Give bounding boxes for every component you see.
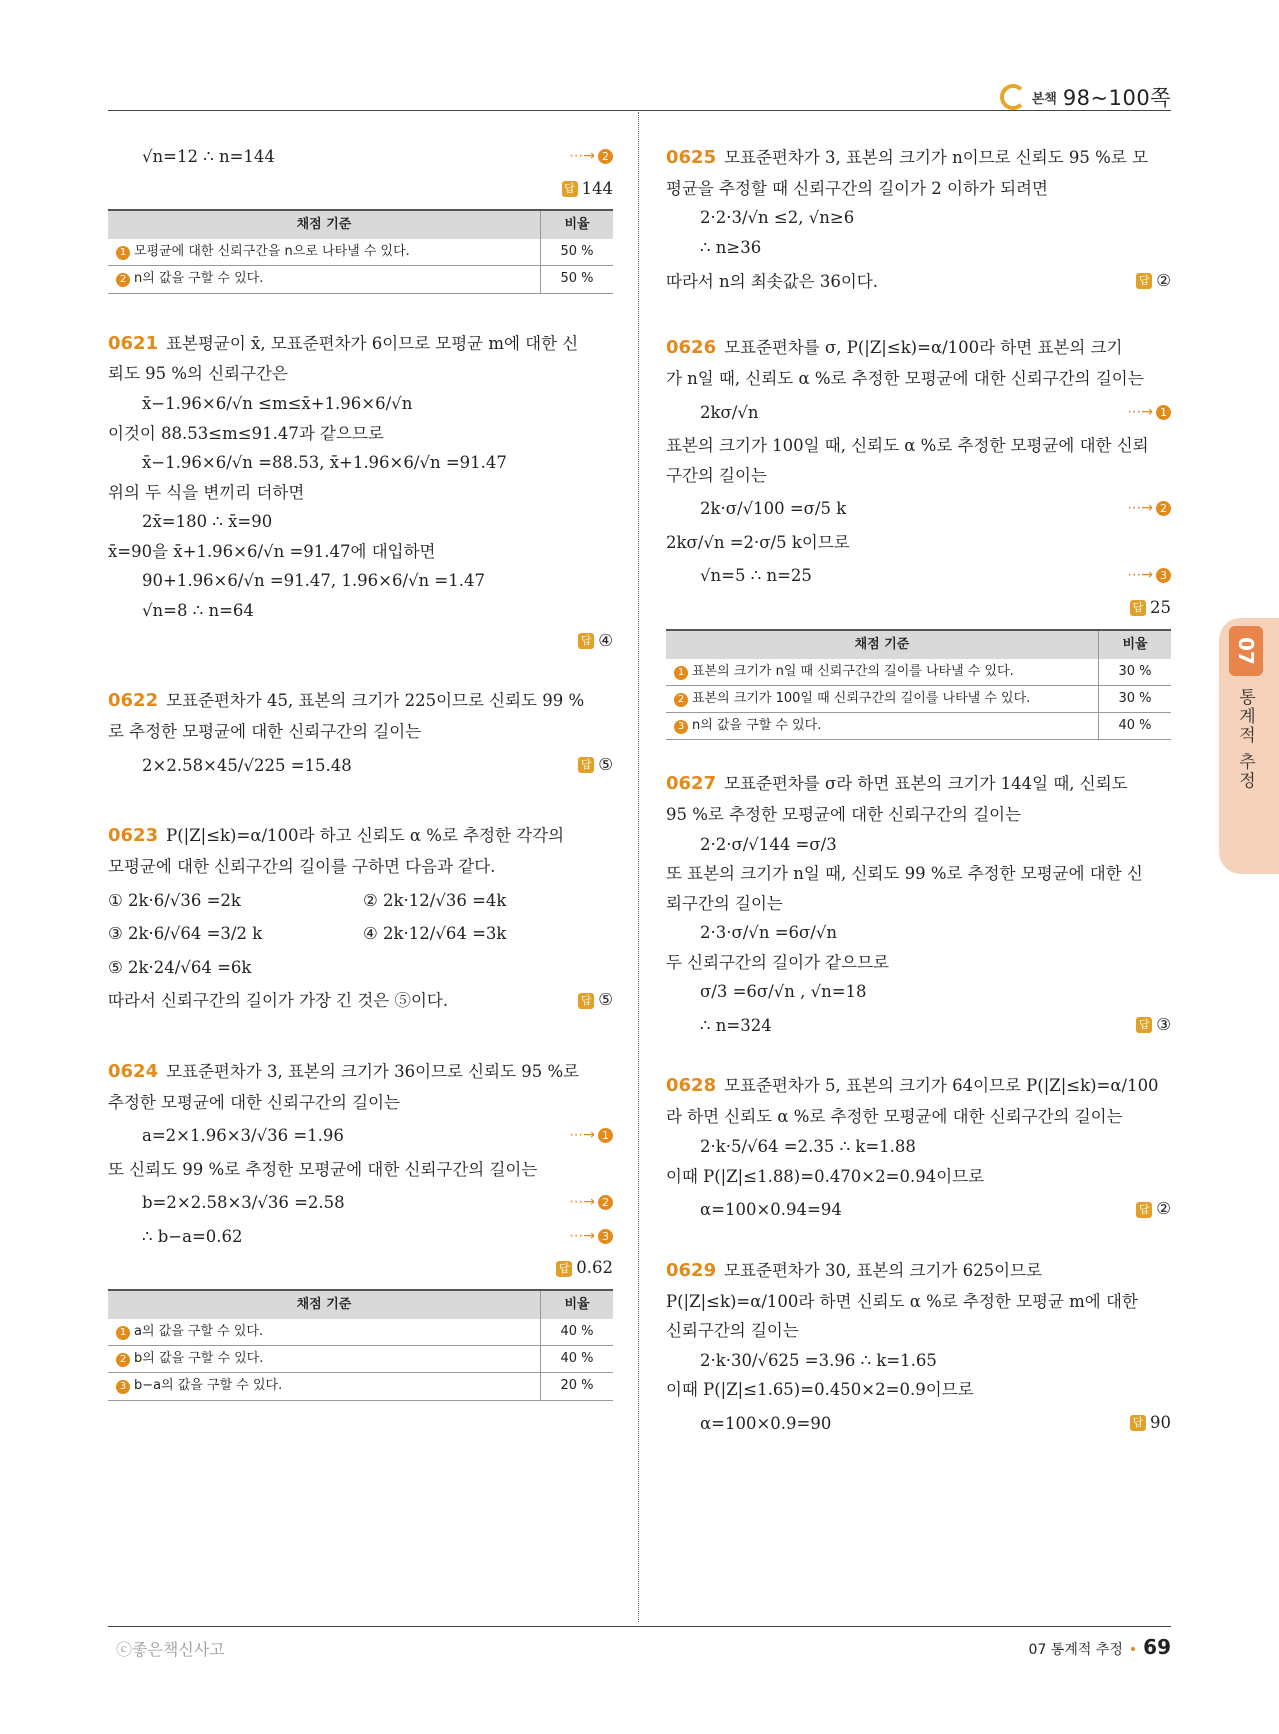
table-row: 1 모평균에 대한 신뢰구간을 n으로 나타낼 수 있다. 50 % — [108, 239, 613, 266]
problem-0624: 0624 모표준편차가 3, 표본의 크기가 36이므로 신뢰도 95 %로 추정한 모평균에 대한 신뢰구간의 길이는 a=2×1.96×3/√36 =1.96 ⋯→ 1 또 신뢰도 99 %로 추정한 모평균에 대한 신뢰구간의 길이는 b=2×2.58×3/√36 =2.58 ⋯→ 2 ∴ b−a=0.62 ⋯→ 3 답 0.62 채점 기준 비율 1 a의 값을 구할 수 있다. 40 % 2 b의 값을 구할 수 있다. 40 % 3 b−a의 값을 구할 수 있다. 20 % — [108, 1058, 613, 1401]
answer: 답 0.62 — [108, 1255, 613, 1281]
step-marker: ⋯→ 3 — [1127, 565, 1171, 587]
problem-number: 0623 — [108, 825, 159, 847]
problem-0620-tail — [108, 140, 613, 294]
chapter-number: 07 — [1229, 626, 1263, 676]
publisher: ⓒ좋은책신사고 — [116, 1640, 225, 1659]
ratio-header: 비율 — [541, 210, 614, 239]
problem-0629: 0629 모표준편차가 30, 표본의 크기가 625이므로 P(|Z|≤k)=α/100라 하면 신뢰도 α %로 추정한 모평균 m에 대한 신뢰구간의 길이는 2·k·30/√625 =3.96 ∴ k=1.65 이때 P(|Z|≤1.65)=0.450×2=0.9이므로 α=100×0.9=90 답 90 — [666, 1257, 1171, 1441]
problem-number: 0626 — [666, 337, 717, 359]
page-footer — [108, 1626, 1171, 1667]
answer-icon: 답 — [1136, 273, 1152, 289]
page-reference — [1000, 82, 1171, 112]
step-marker: ⋯→ 2 — [569, 1192, 613, 1214]
answer-icon: 답 — [1130, 600, 1146, 616]
problem-number: 0622 — [108, 690, 159, 712]
step-marker: ⋯→ 1 — [1127, 402, 1171, 424]
column-divider — [638, 112, 639, 1622]
chapter-label: 통계적 추정 — [1235, 688, 1255, 791]
answer-icon: 답 — [1136, 1202, 1152, 1218]
footer-chapter: 07 통계적 추정 • 69 — [1028, 1635, 1171, 1659]
problem-number: 0624 — [108, 1060, 159, 1082]
answer: 답 144 — [108, 176, 613, 202]
step-marker: ⋯→ 2 — [1127, 498, 1171, 520]
problem-0628: 0628 모표준편차가 5, 표본의 크기가 64이므로 P(|Z|≤k)=α/100 라 하면 신뢰도 α %로 추정한 모평균에 대한 신뢰구간의 길이는 2·k·5/√64 =2.35 ∴ k=1.88 이때 P(|Z|≤1.88)=0.470×2=0.94이므로 α=100×0.94=94 답 ② — [666, 1072, 1171, 1226]
answer: 답 90 — [1130, 1410, 1171, 1436]
step-marker: ⋯→ 1 — [569, 1125, 613, 1147]
problem-0622: 0622 모표준편차가 45, 표본의 크기가 225이므로 신뢰도 99 % 로 추정한 모평균에 대한 신뢰구간의 길이는 2×2.58×45/√225 =15.48 답 ⑤ — [108, 687, 613, 782]
problem-number: 0621 — [108, 332, 159, 354]
table-row: 1 a의 값을 구할 수 있다. 40 % — [108, 1319, 613, 1346]
answer-icon: 답 — [1136, 1017, 1152, 1033]
chapter-side-tab — [1219, 618, 1279, 874]
answer: 답 ② — [1136, 1196, 1171, 1222]
page-header — [108, 78, 1171, 111]
right-column — [666, 140, 1171, 1462]
problem-0625: 0625 모표준편차가 3, 표본의 크기가 n이므로 신뢰도 95 %로 모 평균을 추정할 때 신뢰구간의 길이가 2 이하가 되려면 2·2·3/√n ≤2, √n≥6 ∴ n≥36 따라서 n의 최솟값은 36이다. 답 ② — [666, 144, 1171, 298]
equation: √n=12 ∴ n=144 — [142, 147, 275, 166]
answer-icon: 답 — [1130, 1415, 1146, 1431]
scoring-table — [108, 209, 613, 293]
table-row: 2 b의 값을 구할 수 있다. 40 % — [108, 1346, 613, 1373]
problem-0626: 0626 모표준편차를 σ, P(|Z|≤k)=α/100라 하면 표본의 크기 가 n일 때, 신뢰도 α %로 추정한 모평균에 대한 신뢰구간의 길이는 2kσ/√n ⋯→ 1 표본의 크기가 100일 때, 신뢰도 α %로 추정한 모평균에 대한 신뢰 구간의 길이는 2k·σ/√100 =σ/5 k ⋯→ 2 2kσ/√n =2·σ/5 k이므로 √n=5 ∴ n=25 ⋯→ 3 답 25 채점 기준 비율 1 표본의 크기가 n일 때 신뢰구간의 길이를 나타낼 수 있다. 30 % 2 표본의 크기가 100일 때 신뢰구간의 길이를 나타낼 수 있다. 30 % 3 n의 값을 구할 수 있다. 40 % — [666, 334, 1171, 740]
left-column — [108, 140, 613, 1423]
problem-0627: 0627 모표준편차를 σ라 하면 표본의 크기가 144일 때, 신뢰도 95 %로 추정한 모평균에 대한 신뢰구간의 길이는 2·2·σ/√144 =σ/3 또 표본의 크기가 n일 때, 신뢰도 99 %로 추정한 모평균에 대한 신 뢰구간의 길이는 2·3·σ/√n =6σ/√n 두 신뢰구간의 길이가 같으므로 σ/3 =6σ/√n , √n=18 ∴ n=324 답 ③ — [666, 770, 1171, 1042]
answer: 답 ③ — [1136, 1012, 1171, 1038]
table-row: 3 n의 값을 구할 수 있다. 40 % — [666, 712, 1171, 739]
step-marker: ⋯→ 2 — [569, 146, 613, 168]
table-row: 2 표본의 크기가 100일 때 신뢰구간의 길이를 나타낼 수 있다. 30 % — [666, 685, 1171, 712]
answer: 답 ⑤ — [578, 752, 613, 778]
problem-0621: 0621 표본평균이 x̄, 모표준편차가 6이므로 모평균 m에 대한 신 뢰도 95 %의 신뢰구간은 x̄−1.96×6/√n ≤m≤x̄+1.96×6/√n 이것이 88.53≤m≤91.47과 같으므로 x̄−1.96×6/√n =88.53, x̄+1.96×6/√n =91.47 위의 두 식을 변끼리 더하면 2x̄=180 ∴ x̄=90 x̄=90을 x̄+1.96×6/√n =91.47에 대입하면 90+1.96×6/√n =91.47, 1.96×6/√n =1.47 √n=8 ∴ n=64 답 ④ — [108, 330, 613, 654]
problem-number: 0629 — [666, 1259, 717, 1281]
problem-number: 0627 — [666, 773, 717, 795]
table-row: 2 n의 값을 구할 수 있다. 50 % — [108, 266, 613, 293]
table-row: 3 b−a의 값을 구할 수 있다. 20 % — [108, 1373, 613, 1400]
problem-number: 0625 — [666, 147, 717, 168]
answer: 답 ② — [1136, 268, 1171, 294]
page-range: 98~100쪽 — [1062, 86, 1171, 110]
page-number: 69 — [1143, 1635, 1171, 1659]
table-row: 1 표본의 크기가 n일 때 신뢰구간의 길이를 나타낼 수 있다. 30 % — [666, 659, 1171, 686]
answer: 답 25 — [666, 595, 1171, 621]
answer: 답 ④ — [108, 628, 613, 654]
answer: 답 ⑤ — [578, 987, 613, 1013]
answer-icon: 답 — [556, 1261, 572, 1277]
problem-0623: 0623 P(|Z|≤k)=α/100라 하고 신뢰도 α %로 추정한 각각의 모평균에 대한 신뢰구간의 길이를 구하면 다음과 같다. ① 2k·6/√36 =2k ② 2k·12/√36 =4k ③ 2k·6/√64 =3/2 k ④ 2k·12/√64 =3k ⑤ 2k·24/√64 =6k 따라서 신뢰구간의 길이가 가장 긴 것은 ⑤이다. 답 ⑤ — [108, 822, 613, 1018]
crit-header: 채점 기준 — [108, 210, 541, 239]
answer-icon: 답 — [578, 633, 594, 649]
scoring-table: 채점 기준 비율 1 표본의 크기가 n일 때 신뢰구간의 길이를 나타낼 수 있다. 30 % 2 표본의 크기가 100일 때 신뢰구간의 길이를 나타낼 수 있다. 30 % 3 n의 값을 구할 수 있다. 40 % — [666, 629, 1171, 741]
book-label: 본책 — [1031, 91, 1057, 107]
step-marker: ⋯→ 3 — [569, 1226, 613, 1248]
refresh-arrow-icon — [1000, 84, 1026, 110]
scoring-table: 채점 기준 비율 1 a의 값을 구할 수 있다. 40 % 2 b의 값을 구할 수 있다. 40 % 3 b−a의 값을 구할 수 있다. 20 % — [108, 1289, 613, 1401]
problem-number: 0628 — [666, 1075, 717, 1097]
answer-icon: 답 — [578, 993, 594, 1009]
answer-icon: 답 — [562, 181, 578, 197]
answer-icon: 답 — [578, 757, 594, 773]
